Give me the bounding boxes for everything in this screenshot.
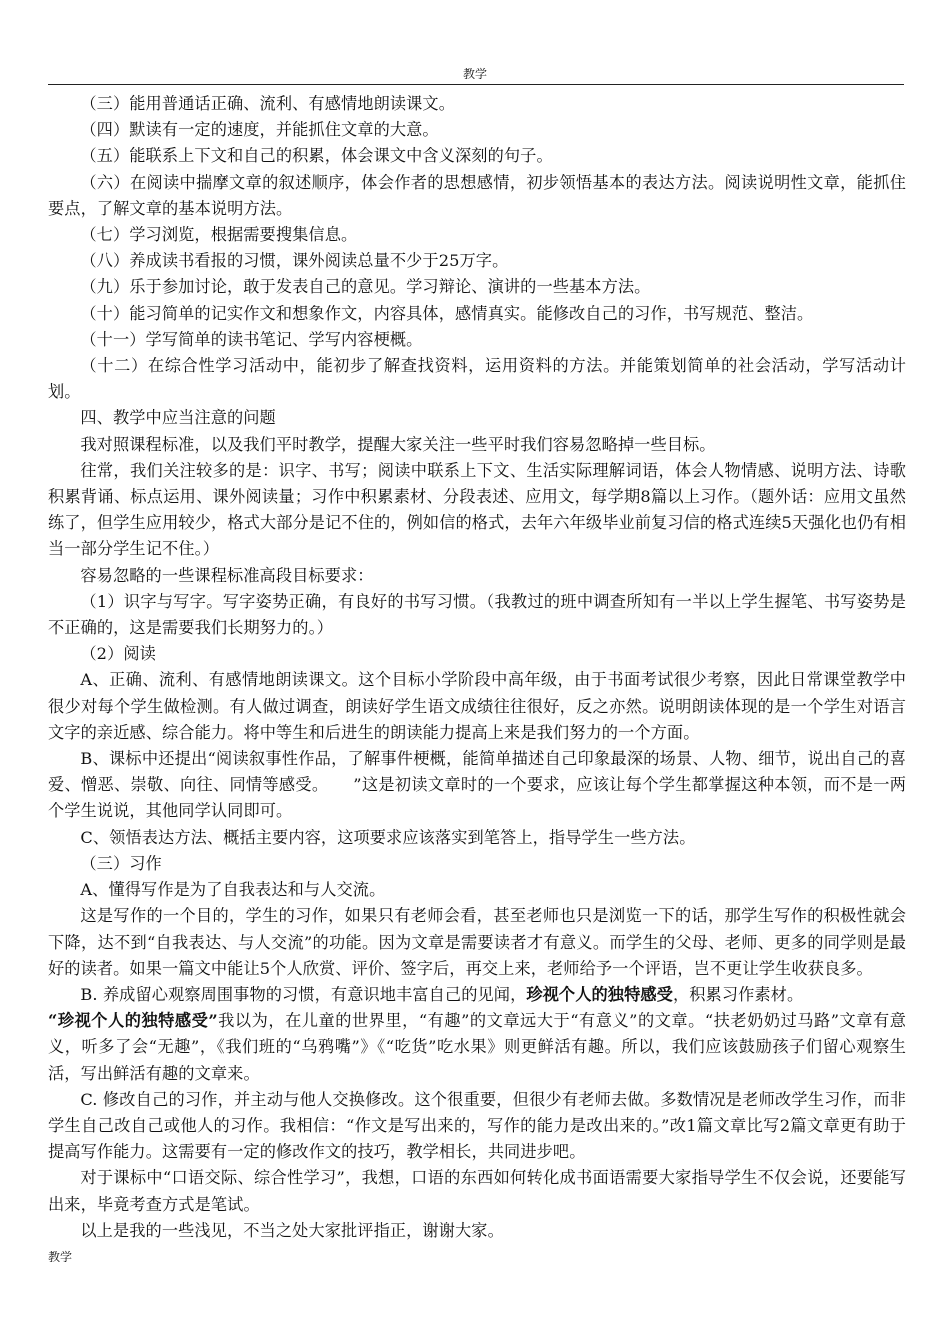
paragraph: B、课标中还提出“阅读叙事性作品，了解事件梗概，能简单描述自己印象最深的场景、人物、细节，说出自己的喜爱、憎恶、崇敬、向往、同情等感受。 ”这是初读文章时的一个要求，应该让每个学生都掌握这种本领，而不是一两个学生说说，其他同学认同即可。 <box>48 749 906 821</box>
paragraph: （八）养成读书看报的习惯，课外阅读总量不少于25万字。 <box>80 251 509 271</box>
paragraph: 以上是我的一些浅见，不当之处大家批评指正，谢谢大家。 <box>80 1220 504 1240</box>
page-footer: 教学 <box>48 1250 73 1264</box>
emphasis-text: “珍视个人的独特感受” <box>48 1011 218 1031</box>
paragraph: A、懂得写作是为了自我表达和与人交流。 <box>80 880 386 900</box>
paragraph: A、正确、流利、有感情地朗读课文。这个目标小学阶段中高年级，由于书面考试很少考察，因此日常课堂教学中很少对每个学生做检测。有人做过调查，朗读好学生语文成绩往往很好，反之亦然。说明朗读体现的是一个学生对语言文字的亲近感、综合能力。将中等生和后进生的朗读能力提高上来是我们努力的一个方面。 <box>48 670 906 742</box>
paragraph: （五）能联系上下文和自己的积累，体会课文中含义深刻的句子。 <box>80 146 553 166</box>
text-run: 我以为，在儿童的世界里，“有趣”的文章远大于“有意义”的文章。“扶老奶奶过马路”文章有意义，听多了会“无趣”，《我们班的“乌鸦嘴”》《“吃货”吃水果》则更鲜活有趣。所以，我们应该鼓励孩子们留心观察生活，写出鲜活有趣的文章来。 <box>48 1011 906 1083</box>
page-header: 教学 <box>462 67 487 81</box>
paragraph: 这是写作的一个目的，学生的习作，如果只有老师会看，甚至老师也只是浏览一下的话，那学生写作的积极性就会下降，达不到“自我表达、与人交流”的功能。因为文章是需要读者才有意义。而学生的父母、老师、更多的同学则是最好的读者。如果一篇文中能让5个人欣赏、评价、签字后，再交上来，老师给予一个评语，岂不更让学生收获良多。 <box>48 906 906 978</box>
paragraph: （十）能习简单的记实作文和想象作文，内容具体，感情真实。能修改自己的习作，书写规范、整洁。 <box>80 303 814 323</box>
paragraph: C、领悟表达方法、概括主要内容，这项要求应该落实到笔答上，指导学生一些方法。 <box>80 827 696 847</box>
document-body <box>48 91 906 1244</box>
emphasis-text: 珍视个人的独特感受 <box>526 984 673 1004</box>
paragraph: 往常，我们关注较多的是：识字、书写；阅读中联系上下文、生活实际理解词语，体会人物情感、说明方法、诗歌积累背诵、标点运用、课外阅读量；习作中积累素材、分段表述、应用文，每学期8篇以上习作。（题外话：应用文虽然练了，但学生应用较少，格式大部分是记不住的，例如信的格式，去年六年级毕业前复习信的格式连续5天强化也仍有相当一部分学生记不住。） <box>48 460 906 559</box>
section-heading: 四、教学中应当注意的问题 <box>80 408 276 428</box>
paragraph: 对于课标中“口语交际、综合性学习”，我想，口语的东西如何转化成书面语需要大家指导学生不仅会说，还要能写出来，毕竟考查方式是笔试。 <box>48 1168 906 1214</box>
paragraph: 我对照课程标准，以及我们平时教学，提醒大家关注一些平时我们容易忽略掉一些目标。 <box>80 434 716 454</box>
paragraph: （七）学习浏览，根据需要搜集信息。 <box>80 225 358 245</box>
text-run: ，积累习作素材。 <box>672 984 804 1004</box>
paragraph: （十一）学写简单的读书笔记、学写内容梗概。 <box>80 329 423 349</box>
paragraph: （十二）在综合性学习活动中，能初步了解查找资料，运用资料的方法。并能策划简单的社会活动，学写活动计划。 <box>48 356 906 402</box>
header-divider <box>48 84 904 85</box>
text-run: B. 养成留心观察周围事物的习惯，有意识地丰富自己的见闻， <box>80 984 527 1004</box>
paragraph: （三）能用普通话正确、流利、有感情地朗读课文。 <box>80 94 456 113</box>
paragraph: 容易忽略的一些课程标准高段目标要求： <box>80 565 374 585</box>
subsection-heading: （三）习作 <box>80 853 162 873</box>
paragraph: （四）默读有一定的速度，并能抓住文章的大意。 <box>80 120 439 140</box>
paragraph <box>48 982 906 1008</box>
paragraph: （九）乐于参加讨论，敢于发表自己的意见。学习辩论、演讲的一些基本方法。 <box>80 277 651 297</box>
paragraph <box>48 1008 906 1087</box>
paragraph: （1）识字与写字。写字姿势正确，有良好的书写习惯。（我教过的班中调查所知有一半以上学生握笔、书写姿势是不正确的，这是需要我们长期努力的。） <box>48 591 906 638</box>
paragraph: C. 修改自己的习作，并主动与他人交换修改。这个很重要，但很少有老师去做。多数情况是老师改学生习作，而非学生自己改自己或他人的习作。我相信：“作文是写出来的，写作的能力是改出来的。”改1篇文章比写2篇文章更有助于提高写作能力。这需要有一定的修改作文的技巧，教学相长，共同进步吧。 <box>48 1089 906 1162</box>
subsection-heading: （2）阅读 <box>80 644 156 664</box>
paragraph: （六）在阅读中揣摩文章的叙述顺序，体会作者的思想感情，初步领悟基本的表达方法。阅读说明性文章，能抓住要点，了解文章的基本说明方法。 <box>48 172 906 218</box>
